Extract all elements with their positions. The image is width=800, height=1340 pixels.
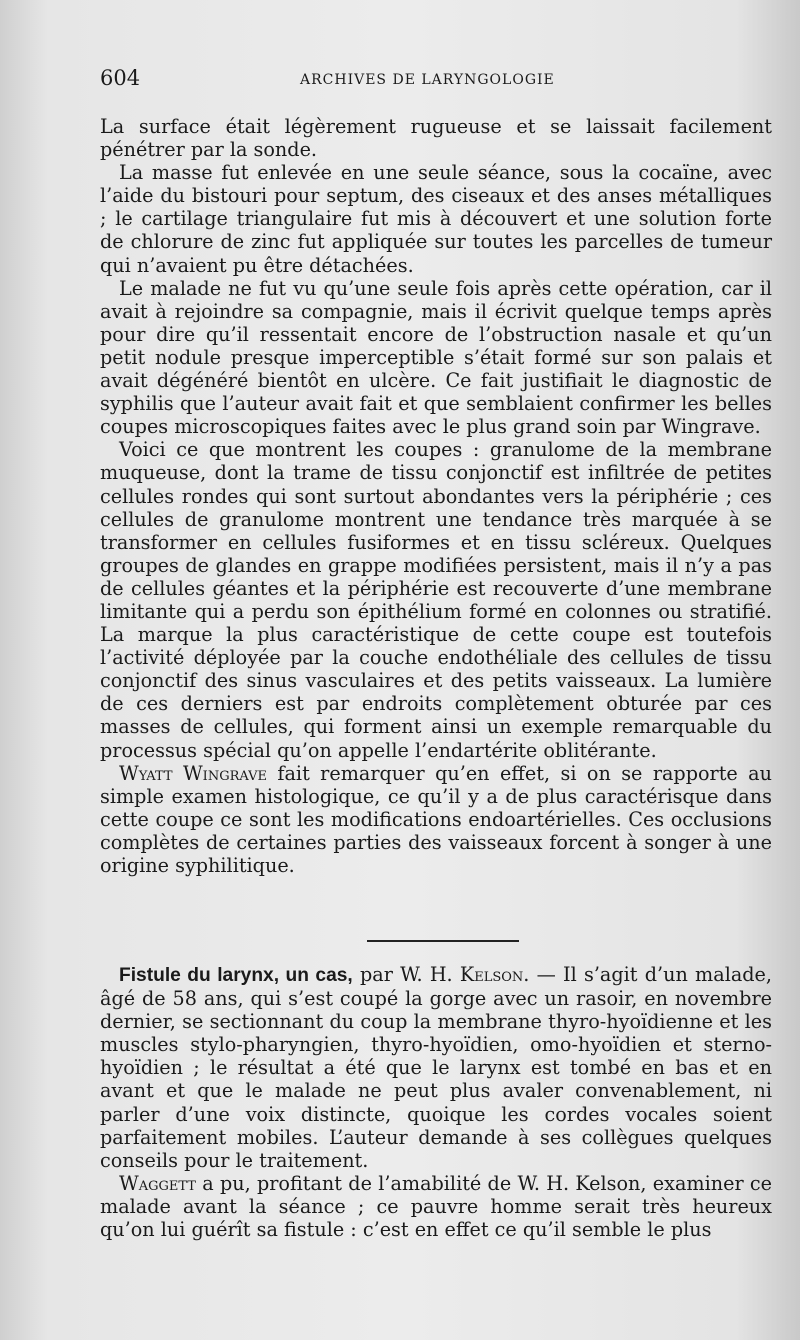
- paragraph: [100, 963, 772, 1172]
- paragraph: Le malade ne fut vu qu’une seule fois après cette opération, car il avait à rejoindre sa compagnie, mais il écrivit quelque temps après pour dire qu’il ressentait encore de l’obstruction nasale et qu’un petit nodule presque imperceptible s’était formé sur son palais et avait dégénéré bientôt en ulcère. Ce fait justifiait le diagnostic de syphilis que l’auteur avait fait et que semblaient confirmer les belles coupes microscopiques faites avec le plus grand soin par Wingrave.: [100, 276, 772, 439]
- paragraph-text: fait remarquer qu’en effet, si on se rapporte au simple examen histologique, ce qu’il y a de plus caractérisque dans cette coupe ce sont les modifications endoartérielles. Ces occlusions complètes de certaines parties des vaisseaux forcent à songer à une origine syphilitique.: [100, 761, 772, 877]
- page-header: [100, 66, 780, 96]
- paragraph: La masse fut enlevée en une seule séance, sous la cocaïne, avec l’aide du bistouri pour septum, des ciseaux et des anses métalliques ; le cartilage triangulaire fut mis à découvert et une solution forte de chlorure de zinc fut appliquée sur toutes les parcelles de tumeur qui n’avaient pu être détachées.: [100, 161, 772, 277]
- page-number: 604: [100, 66, 141, 90]
- paragraph-text: . — Il s’agit d’un malade, âgé de 58 ans, qui s’est coupé la gorge avec un rasoir, en novembre dernier, se sectionnant du coup la membrane thyro-hyoïdienne et les muscles stylo-pharyngien, thyro-hyoïdien, omo-hyoïdien et sterno-hyoïdien ; le résultat a été que le larynx est tombé en bas et en avant et que le malade ne peut plus avaler convenablement, ni parler d’une voix distincte, quoique les cordes vocales soient parfaitement mobiles. L’auteur demande à ses collègues quelques conseils pour le traitement.: [100, 963, 773, 1172]
- section-divider: [367, 940, 519, 942]
- paragraph-text: a pu, profitant de l’amabilité de W. H. Kelson, examiner ce malade avant la séance ; ce pauvre homme serait très heureux qu’on lui guérît sa fistule : c’est en effet ce qu’il semble le plus: [100, 1171, 772, 1242]
- article-body-continued: [100, 115, 772, 877]
- author-name: Wyatt Wingrave: [119, 761, 267, 785]
- author-name: Kelson: [459, 963, 524, 986]
- paragraph: [100, 1172, 772, 1241]
- article-heading: Fistule du larynx, un cas,: [119, 965, 353, 986]
- paragraph: La surface était légèrement rugueuse et se laissait facilement pénétrer par la sonde.: [100, 115, 772, 162]
- author-name: Waggett: [119, 1171, 196, 1195]
- running-title: ARCHIVES DE LARYNGOLOGIE: [300, 72, 555, 88]
- paragraph: Voici ce que montrent les coupes : granulome de la membrane muqueuse, dont la trame de tissu conjonctif est infiltrée de petites cellules rondes qui sont surtout abondantes vers la périphérie ; ces cellules de granulome montrent une tendance très marquée à se transformer en cellules fusiformes et en tissu scléreux. Quelques groupes de glandes en grappe modifiées persistent, mais il n’y a pas de cellules géantes et la périphérie est recouverte d’une membrane limitante qui a perdu son épithélium formé en colonnes ou stratifié. La marque la plus caractéristique de cette coupe est toutefois l’activité déployée par la couche endothéliale des cellules de tissu conjonctif des sinus vasculaires et des petits vaisseaux. La lumière de ces derniers est par endroits complètement obturée par ces masses de cellules, qui forment ainsi un exemple remarquable du processus spécial qu’on appelle l’endartérite oblitérante.: [100, 438, 772, 762]
- article-fistule-du-larynx: [100, 963, 772, 1241]
- byline-text: par W. H.: [352, 963, 460, 986]
- paragraph: [100, 762, 772, 877]
